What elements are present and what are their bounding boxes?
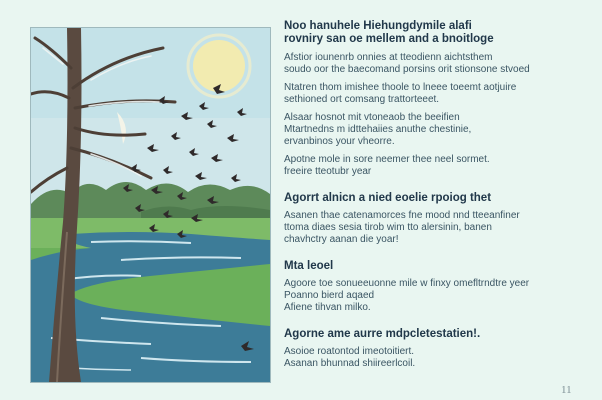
intro-heading-line-2: rovniry san oe mellem and a bnoitloge (284, 33, 494, 45)
text-column (284, 20, 584, 376)
intro-p4-line-2: freeire tteotubr year (284, 166, 372, 177)
intro-paragraph-3 (284, 112, 584, 148)
section2-paragraph (284, 210, 584, 246)
illustration-tree-birds-river (30, 27, 271, 383)
sun-icon (193, 40, 245, 92)
section2-line-3: chavhctry aanan die yoar! (284, 234, 399, 245)
section4-paragraph (284, 346, 584, 370)
intro-p1-line-2: soudo oor the baecomand porsins orit stionsone stvoed (284, 64, 530, 75)
section2-line-1: Asanen thae catenamorces fne mood nnd tteeanfiner (284, 210, 520, 221)
intro-paragraph-2 (284, 82, 584, 106)
intro-p2-line-1: Ntatren thom imishee thoole to lneee toeemt aotjuire (284, 82, 517, 93)
section4-heading: Agorne ame aurre mdpcletestatien!. (284, 328, 481, 340)
section3-line-3: Afiene tihvan milko. (284, 302, 371, 313)
intro-paragraph-4 (284, 154, 584, 178)
section2-line-2: ttoma diaes sesia tirob wim tto alersinin, banen (284, 222, 492, 233)
page-number: 11 (561, 384, 572, 396)
section3-paragraph (284, 278, 584, 314)
section3-line-2: Poanno bierd aqaed (284, 290, 375, 301)
intro-heading (284, 20, 584, 46)
intro-paragraph-1 (284, 52, 584, 76)
intro-p3-line-1: Alsaar hosnot mit vtoneaob the beeifien (284, 112, 460, 123)
intro-p1-line-1: Afstior iounenrb onnies at tteodienn aichtsthem (284, 52, 493, 63)
intro-block (284, 20, 584, 46)
section2-heading: Agorrt alnicn a nied eoelie rpoiog thet (284, 192, 492, 204)
intro-p3-line-2: Mtartnedns m idttehaiies anuthe chestinie, (284, 124, 472, 135)
intro-p3-line-3: ervanbinos your vheorre. (284, 136, 395, 147)
section4-line-1: Asoioe roatontod imeotoitiert. (284, 346, 415, 357)
section3-line-1: Agoore toe sonueeuonne mile w finxy omefltrndtre yeer (284, 278, 530, 289)
section4-line-2: Asanan bhunnad shiireerlcoil. (284, 358, 416, 369)
intro-heading-line-1: Noo hanuhele Hiehungdymile alafi (284, 20, 472, 32)
intro-p2-line-2: sethioned ort comsang trattorteeet. (284, 94, 440, 105)
intro-p4-line-1: Apotne mole in sore neemer thee neel sormet. (284, 154, 490, 165)
section3-heading: Mta leoel (284, 260, 334, 272)
